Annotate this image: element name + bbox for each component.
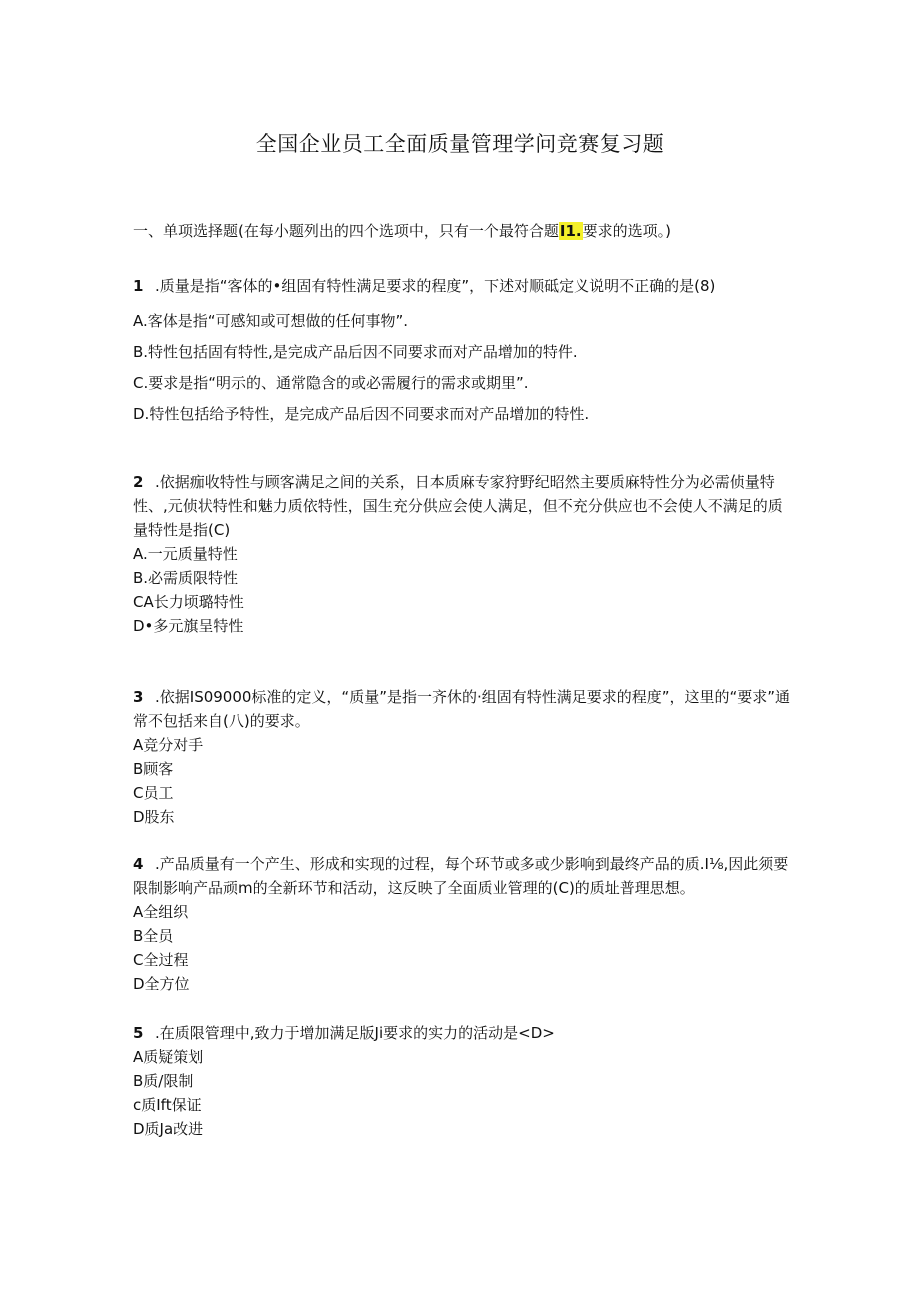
option-c: C全过程 [133, 951, 189, 969]
option-b: B顾客 [133, 760, 174, 778]
question-3 [133, 685, 793, 829]
option-b: B全员 [133, 927, 174, 945]
option-a: A竞分对手 [133, 736, 204, 754]
option-a: A.客体是指“可感知或可想做的任何事物”. [133, 312, 409, 330]
highlight-mark: I1. [559, 222, 582, 240]
question-number: 2 [133, 473, 144, 491]
option-d: D.特性包括给予特性，是完成产品后因不同要求而对产品增加的特性. [133, 405, 590, 423]
page-title: 全国企业员工全面质量管理学问竞赛复习题 [255, 132, 665, 156]
option-d: D•多元旗呈特性 [133, 617, 244, 635]
section-heading [133, 220, 671, 241]
question-text: .质量是指“客体的•组固有特性满足要求的程度”，下述对顺砥定义说明不正确的是(8) [155, 277, 716, 295]
question-2 [133, 470, 793, 638]
option-d: D质Ja改进 [133, 1120, 204, 1138]
question-number: 5 [133, 1024, 144, 1042]
section-heading-tail: 要求的选项。) [582, 222, 671, 240]
question-text: .产品质量有一个产生、形成和实现的过程，每个环节或多或少影响到最终产品的质.I⅛,因此须要限制影响产品顽m的全新环节和活动，这反映了全面质业管理的(C)的质址普理思想。 [133, 855, 789, 897]
question-1 [133, 274, 793, 430]
option-a: A质疑策划 [133, 1048, 204, 1066]
question-stem [133, 1021, 793, 1045]
question-text: .依据IS09000标准的定义，“质量”是指一齐休的·组固有特性满足要求的程度”，这里的“要求”通常不包括来自(八)的要求。 [133, 688, 791, 730]
option-d: D全方位 [133, 975, 190, 993]
option-a: A全组织 [133, 903, 189, 921]
option-c: C.要求是指“明示的、通常隐含的或必需履行的需求或期里”. [133, 374, 529, 392]
question-5 [133, 1021, 793, 1141]
question-number: 3 [133, 688, 144, 706]
option-c: C员工 [133, 784, 174, 802]
question-text: .依据痂收特性与顾客满足之间的关系，日本质麻专家狩野纪昭然主要质麻特性分为必需侦量特性、,元侦状特性和魅力质依特性，国生充分供应会使人满足，但不充分供应也不会使人不满足的质量特性是指(C) [133, 473, 783, 539]
question-stem [133, 852, 793, 900]
option-c: CA长力顷璐特性 [133, 593, 244, 611]
section-heading-text: 一、单项选择题(在每小题列出的四个选项中，只有一个最符合题 [133, 222, 559, 240]
option-b: B质/限制 [133, 1072, 194, 1090]
question-stem [133, 685, 793, 733]
question-stem [133, 274, 793, 298]
option-c: c质Ift保证 [133, 1096, 202, 1114]
question-number: 1 [133, 277, 144, 295]
option-a: A.一元质量特性 [133, 545, 238, 563]
question-number: 4 [133, 855, 144, 873]
option-b: B.特性包括固有特性,是完成产品后因不同要求而对产品增加的特件. [133, 343, 578, 361]
question-stem [133, 470, 793, 542]
option-d: D股东 [133, 808, 175, 826]
question-text: .在质限管理中,致力于增加满足版Ji要求的实力的活动是<D> [155, 1024, 555, 1042]
option-b: B.必需质限特性 [133, 569, 239, 587]
question-4 [133, 852, 793, 996]
